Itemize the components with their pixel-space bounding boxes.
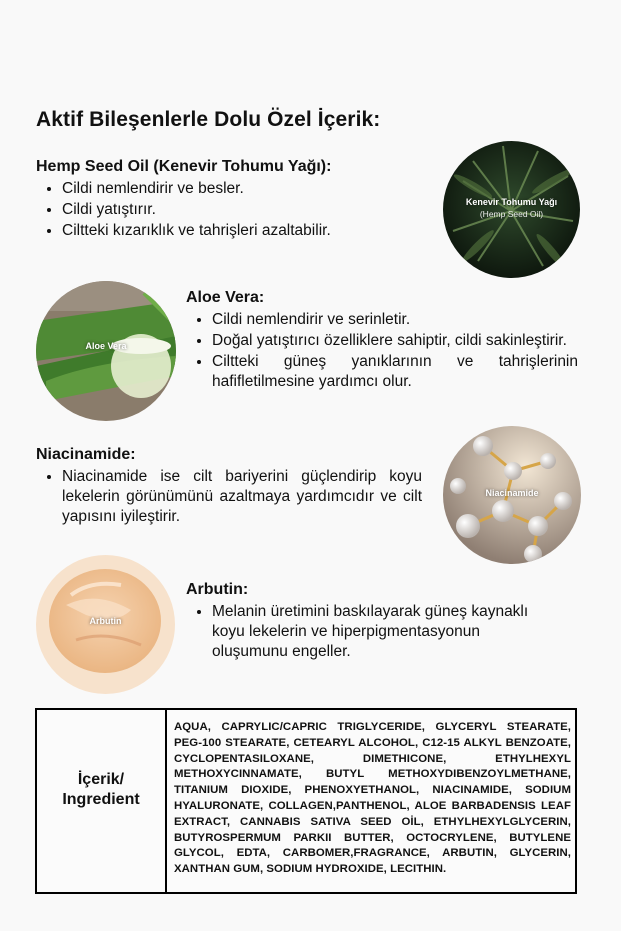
hemp-image-sublabel: (Hemp Seed Oil) (479, 209, 544, 219)
list-item: • Melanin üretimini baskılayarak güneş kaynaklı koyu lekelerin ve hiperpigmentasyonun oluşumunu engeller. (212, 602, 546, 662)
niacinamide-section (36, 446, 422, 528)
hemp-image-label: Kenevir Tohumu Yağı (465, 197, 558, 207)
list-item: • Cildi yatıştırır. (62, 200, 396, 220)
list-item: • Ciltteki kızarıklık ve tahrişleri azaltabilir. (62, 221, 396, 241)
hemp-section (36, 158, 396, 242)
niacinamide-image-label: Niacinamide (485, 488, 539, 498)
ingredients-label-line1: İçerik/ (77, 771, 125, 788)
arbutin-title: Arbutin: (186, 581, 249, 598)
ingredients-label-line2: Ingredient (62, 791, 140, 808)
aloe-list (186, 310, 578, 392)
ingredients-divider (165, 710, 167, 892)
niacinamide-list (36, 467, 422, 527)
aloe-image (36, 281, 176, 421)
aloe-section (186, 289, 578, 393)
arbutin-image-label: Arbutin (89, 616, 122, 626)
niacinamide-image (443, 426, 581, 564)
ingredients-box (35, 708, 577, 894)
ingredients-label (37, 770, 165, 810)
arbutin-image (36, 555, 175, 694)
page-title: Aktif Bileşenlerle Dolu Özel İçerik: (36, 108, 381, 131)
hemp-list (36, 179, 396, 241)
aloe-image-label: Aloe Vera (85, 341, 127, 351)
niacinamide-title: Niacinamide: (36, 446, 136, 463)
list-item: • Ciltteki güneş yanıklarının ve tahrişlerinin hafifletilmesine yardımcı olur. (212, 352, 578, 392)
hemp-image (443, 141, 580, 278)
list-item: • Niacinamide ise cilt bariyerini güçlendirip koyu lekelerin görünümünü azaltmaya yardımcıdır ve cilt yapısını iyileştirir. (62, 467, 422, 527)
hemp-title: Hemp Seed Oil (Kenevir Tohumu Yağı): (36, 158, 332, 175)
list-item: • Cildi nemlendirir ve besler. (62, 179, 396, 199)
arbutin-list (186, 602, 546, 662)
aloe-title: Aloe Vera: (186, 289, 265, 306)
list-item: • Cildi nemlendirir ve serinletir. (212, 310, 578, 330)
arbutin-section (186, 581, 546, 663)
ingredients-text: AQUA, CAPRYLIC/CAPRIC TRIGLYCERIDE, GLYCERYL STEARATE, PEG-100 STEARATE, CETEARYL ALCOHOL, C12-15 ALKYL BENZOATE, CYCLOPENTASILOXANE, DIMETHICONE, ETHYLHEXYL METHOXYCINNAMATE, BUTYL METHOXYDIBENZOYLMETHANE, TITANIUM DIOXIDE, PHENOXYETHANOL, NIACINAMIDE, SODIUM HYALURONATE, COLLAGEN,PANTHENOL, ALOE BARBADENSIS LEAF EXTRACT, CANNABIS SATIVA SEED OİL, ETHYLHEXYLGLYCERIN, BUTYROSPERMUM PARKII BUTTER, OCTOCRYLENE, BUTYLENE GLYCOL, EDTA, CARBOMER,FRAGRANCE, ARBUTIN, GLYCERIN, XANTHAN GUM, SODIUM HYDROXIDE, LECITHIN. (174, 721, 571, 876)
list-item: • Doğal yatıştırıcı özelliklere sahiptir, cildi sakinleştirir. (212, 331, 578, 351)
